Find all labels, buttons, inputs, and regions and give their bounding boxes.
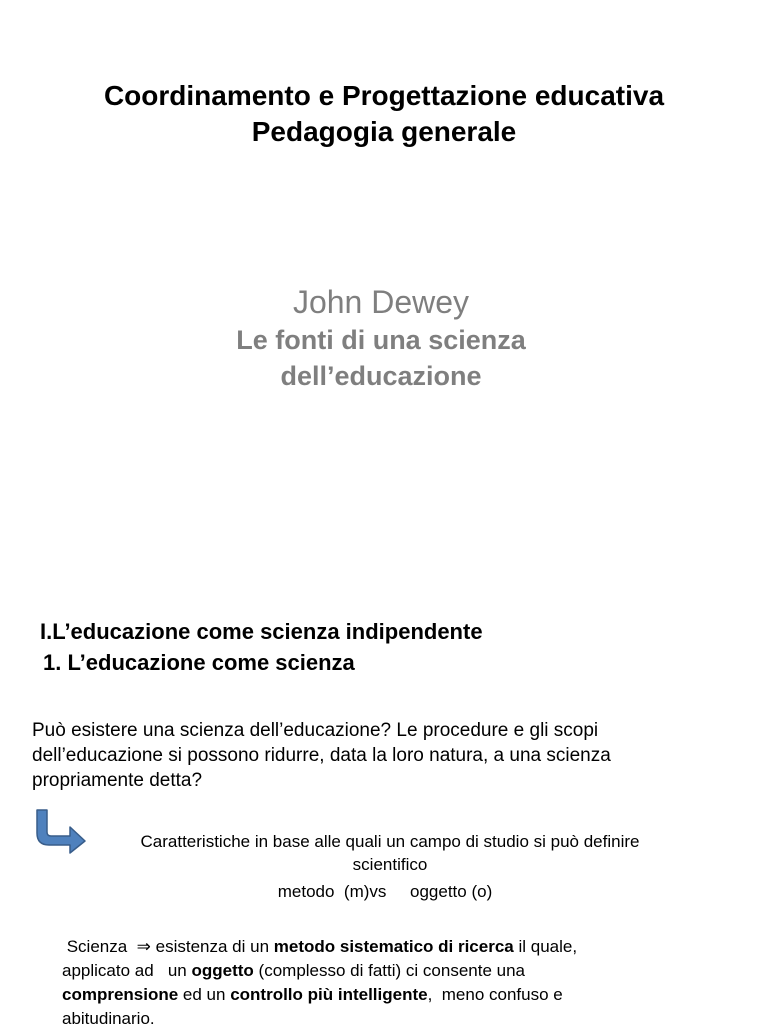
science-line-1 [62,935,712,959]
question-line-3: propriamente detta? [32,770,203,791]
object-term: oggetto [191,961,254,980]
characteristics-line-1: Caratteristiche in base alle quali un campo di studio si può definire [140,832,640,851]
section-line-2: 1. L’educazione come scienza [43,650,355,675]
science-text-1: esistenza di un [150,937,274,956]
comprehension-term: comprensione [62,985,179,1004]
method-term: metodo sistematico di ricerca [273,937,514,956]
science-text-3: applicato ad un [62,961,192,980]
science-text-4: (complesso di fatti) ci consente una [253,961,525,980]
question-paragraph [32,718,732,793]
slide-subtitle [0,282,762,394]
section-line-1: I.L’educazione come scienza indipendente [40,619,483,644]
subtitle-line-2: dell’educazione [280,361,482,391]
science-line-3 [62,983,712,1007]
characteristics-line-2: scientifico [352,855,428,874]
subtitle-line-1: Le fonti di una scienza [236,325,526,355]
title-line-2: Pedagogia generale [251,116,517,147]
science-text-6: , meno confuso e [427,985,563,1004]
question-line-1: Può esistere una scienza dell’educazione? Le procedure e gli scopi [32,720,599,741]
science-text-5: ed un [178,985,231,1004]
slide-title [0,78,768,150]
science-line-4: abitudinario. [62,1009,155,1028]
science-word: Scienza [62,937,137,956]
method-vs-object: metodo (m)vs oggetto (o) [277,882,493,901]
curved-arrow-right-icon [34,808,88,854]
title-line-1: Coordinamento e Progettazione educativa [103,80,665,111]
question-line-2: dell’educazione si possono ridurre, data la loro natura, a una scienza [32,745,611,766]
science-definition [62,935,712,1031]
characteristics-text [100,830,680,876]
science-line-2 [62,959,712,983]
implies-symbol: ⇒ [136,937,151,956]
section-heading [40,616,740,678]
science-text-2: il quale, [513,937,578,956]
author-name: John Dewey [292,284,470,320]
control-term: controllo più intelligente [230,985,428,1004]
